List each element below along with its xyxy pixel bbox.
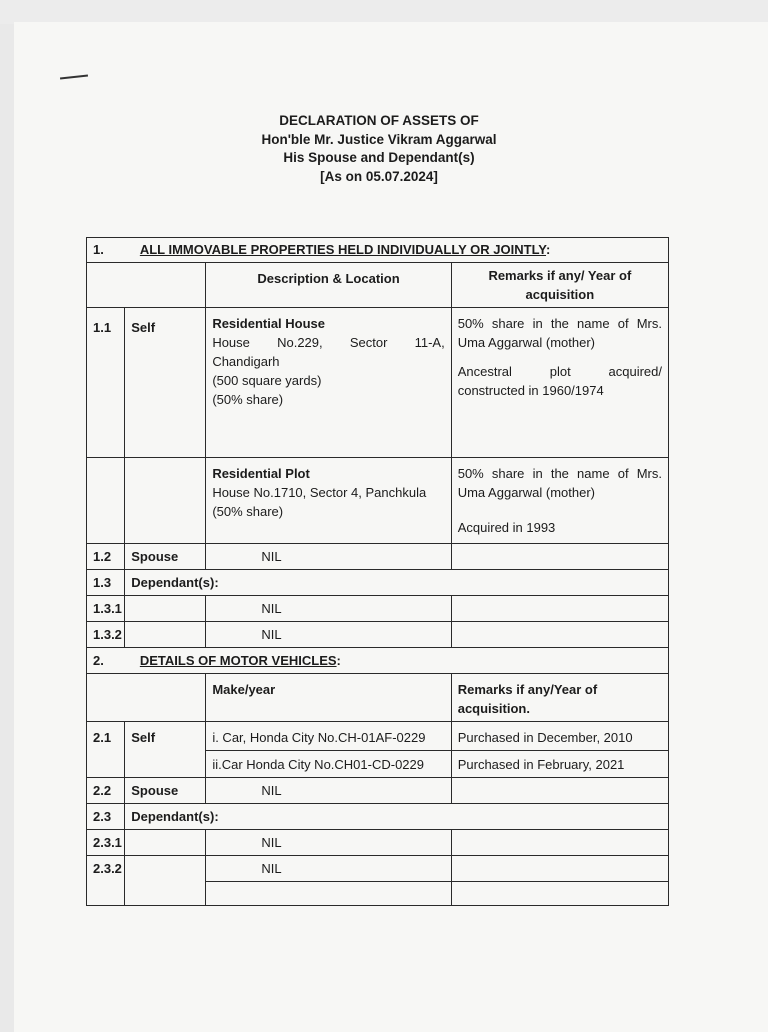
table-row-1-2 (87, 544, 669, 570)
table-row-2-3-2 (87, 856, 669, 882)
property-1-cell (206, 308, 451, 458)
section-1-colon: : (546, 242, 551, 257)
property-2-remark-2: Acquired in 1993 (457, 520, 556, 535)
vehicle-2-remark: Purchased in February, 2021 (451, 751, 668, 778)
property-2-title: Residential Plot (212, 466, 310, 481)
row-num: 2.3.1 (87, 830, 125, 856)
table-row-2-1-a (87, 722, 669, 751)
property-1-share: (50% share) (212, 392, 284, 407)
col-description: Description & Location (206, 263, 451, 308)
row-num: 1.3 (87, 570, 125, 596)
col-make-year: Make/year (206, 674, 451, 722)
property-1-size: (500 square yards) (212, 373, 322, 388)
row-desc: NIL (206, 622, 451, 648)
row-desc: NIL (206, 856, 451, 882)
section-1-num: 1. (93, 242, 104, 257)
section-2-title: DETAILS OF MOTOR VEHICLES (139, 653, 337, 668)
row-who: Self (125, 722, 206, 778)
section-2-columns (87, 674, 669, 722)
section-1-columns (87, 263, 669, 308)
row-num: 1.3.1 (87, 596, 125, 622)
section-2-num: 2. (93, 653, 104, 668)
property-1-remark-1: 50% share in the name of Mrs. Uma Aggarwal (mother) (457, 316, 662, 350)
header-line-2: Hon'ble Mr. Justice Vikram Aggarwal (261, 131, 497, 147)
property-1-remark-2: Ancestral plot acquired/ constructed in 1960/1974 (457, 364, 662, 398)
row-num: 2.3.2 (87, 856, 125, 906)
vehicle-1: i. Car, Honda City No.CH-01AF-0229 (206, 722, 451, 751)
col-remarks-2: Remarks if any/Year of acquisition. (451, 674, 668, 722)
header-line-1: DECLARATION OF ASSETS OF (279, 113, 479, 128)
row-who: Dependant(s): (125, 570, 669, 596)
table-row-1-3 (87, 570, 669, 596)
col-remarks-1: Remarks if any/ Year of acquisition (451, 263, 668, 308)
document-header (0, 112, 768, 186)
table-row-1-3-2 (87, 622, 669, 648)
table-row-1-1-a (87, 308, 669, 458)
table-row-2-3 (87, 804, 669, 830)
row-desc: NIL (206, 544, 451, 570)
row-desc: NIL (206, 778, 451, 804)
section-1-header (87, 238, 669, 263)
row-num: 2.2 (87, 778, 125, 804)
row-who: Spouse (125, 778, 206, 804)
section-2-colon: : (336, 653, 341, 668)
section-1-title: ALL IMMOVABLE PROPERTIES HELD INDIVIDUALLY OR JOINTLY (139, 242, 547, 257)
table-row-2-3-1 (87, 830, 669, 856)
vehicle-1-remark: Purchased in December, 2010 (451, 722, 668, 751)
row-who: Spouse (125, 544, 206, 570)
property-1-address: House No.229, Sector 11-A, Chandigarh (212, 335, 445, 369)
row-num: 2.1 (87, 722, 125, 778)
row-num: 1.3.2 (87, 622, 125, 648)
section-2-header (87, 648, 669, 674)
row-num: 1.1 (87, 308, 125, 458)
row-desc: NIL (206, 830, 451, 856)
property-2-remark-1: 50% share in the name of Mrs. Uma Aggarwal (mother) (457, 466, 662, 500)
table-row-1-3-1 (87, 596, 669, 622)
header-line-3: His Spouse and Dependant(s) (283, 150, 475, 165)
assets-table (86, 237, 669, 906)
table-row-2-2 (87, 778, 669, 804)
row-num: 1.2 (87, 544, 125, 570)
row-num: 2.3 (87, 804, 125, 830)
row-who: Self (125, 308, 206, 458)
vehicle-2: ii.Car Honda City No.CH01-CD-0229 (206, 751, 451, 778)
scan-edge (0, 0, 768, 24)
property-2-remarks (451, 458, 668, 544)
property-1-title: Residential House (212, 316, 326, 331)
header-line-4: [As on 05.07.2024] (320, 168, 438, 184)
property-2-address: House No.1710, Sector 4, Panchkula (212, 485, 427, 500)
property-2-share: (50% share) (212, 504, 284, 519)
property-2-cell (206, 458, 451, 544)
table-row-1-1-b (87, 458, 669, 544)
row-who: Dependant(s): (125, 804, 669, 830)
property-1-remarks (451, 308, 668, 458)
row-desc: NIL (206, 596, 451, 622)
